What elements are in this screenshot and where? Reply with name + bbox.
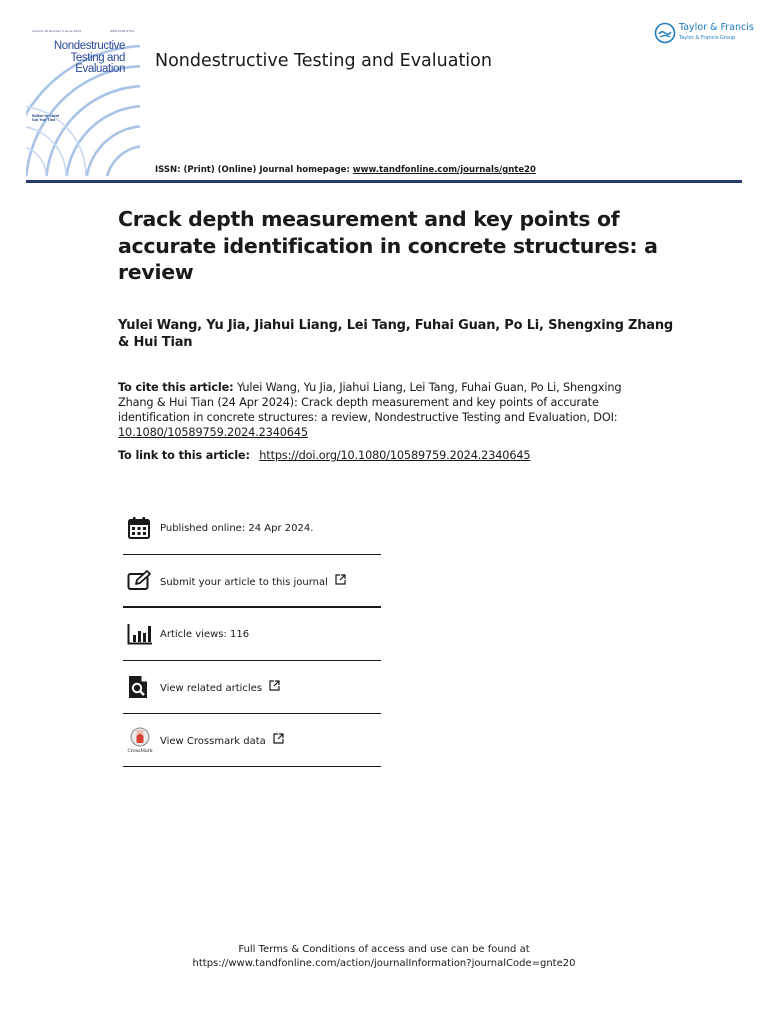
citation-block xyxy=(118,380,648,440)
article-link-line xyxy=(118,449,530,462)
article-info-list xyxy=(123,502,381,767)
issn-line xyxy=(155,165,536,175)
cite-label: To cite this article: xyxy=(118,381,234,394)
cover-issn: ISSN 1058-9759 xyxy=(109,29,134,33)
calendar-icon xyxy=(127,513,157,543)
submit-article-text: Submit your article to this journal xyxy=(160,576,328,588)
article-authors: Yulei Wang, Yu Jia, Jiahui Liang, Lei Tang, Fuhai Guan, Po Li, Shengxing Zhang & Hui Tian xyxy=(118,318,674,350)
crossmark-text: View Crossmark data xyxy=(160,736,266,747)
footer-terms-link[interactable]: https://www.tandfonline.com/action/journalInformation?journalCode=gnte20 xyxy=(192,958,576,969)
article-doi-link[interactable]: https://doi.org/10.1080/10589759.2024.2340645 xyxy=(259,449,531,462)
journal-homepage-link[interactable]: www.tandfonline.com/journals/gnte20 xyxy=(352,165,536,175)
terms-footer xyxy=(0,943,768,971)
related-articles-text: View related articles xyxy=(160,683,263,694)
cite-text: Yulei Wang, Yu Jia, Jiahui Liang, Lei Tang, Fuhai Guan, Po Li, Shengxing Zhang & Hui Tian (24 Apr 2024): Crack depth measurement and key points of accurate identification in concrete structures: a review, Nondestructive Testing and Evaluation, DOI: xyxy=(118,381,622,424)
issn-prefix: ISSN: (Print) (Online) Journal homepage: xyxy=(155,165,353,175)
bar-chart-icon xyxy=(127,619,157,649)
external-link-icon xyxy=(335,574,346,585)
cover-volume: Volume 39 Number 5 Issue 2024 xyxy=(32,29,82,33)
publisher-name: Taylor & Francis xyxy=(679,22,754,33)
crossmark-logo-text: CrossMark xyxy=(127,749,153,753)
article-title: Crack depth measurement and key points of accurate identification in concrete structures: a review xyxy=(118,207,658,284)
related-articles-item[interactable] xyxy=(123,661,381,714)
external-link-icon xyxy=(269,680,280,691)
cover-editors xyxy=(32,114,59,122)
cover-meta-line xyxy=(32,29,134,33)
publisher-logo-icon xyxy=(654,22,676,44)
published-online-label: Published online: 24 Apr 2024. xyxy=(160,522,314,534)
journal-name: Nondestructive Testing and Evaluation xyxy=(155,51,492,71)
cover-title xyxy=(54,41,125,76)
link-label: To link to this article: xyxy=(118,449,250,462)
publisher-logo[interactable] xyxy=(654,22,754,44)
header-divider xyxy=(26,180,742,183)
cover-editor-name: Gui Yun Tian xyxy=(32,118,56,122)
publisher-subtitle: Taylor & Francis Group xyxy=(679,35,736,41)
cover-title-line: Testing and xyxy=(70,51,125,64)
submit-article-label xyxy=(160,574,346,588)
cover-title-line: Evaluation xyxy=(75,63,125,75)
submit-article-item[interactable] xyxy=(123,555,381,608)
crossmark-item[interactable] xyxy=(123,714,381,767)
external-link-icon xyxy=(273,733,284,744)
related-articles-label xyxy=(160,680,280,694)
journal-cover xyxy=(26,26,140,176)
cover-title-line: Nondestructive xyxy=(53,40,125,52)
publisher-text xyxy=(679,23,754,43)
article-views-item xyxy=(123,608,381,661)
edit-icon xyxy=(127,566,157,596)
published-online-item xyxy=(123,502,381,555)
cover-editor-label: Editor-in-Chief xyxy=(32,114,59,118)
crossmark-icon xyxy=(127,725,157,755)
crossmark-label xyxy=(160,733,284,747)
document-search-icon xyxy=(127,672,157,702)
cite-doi-link[interactable]: 10.1080/10589759.2024.2340645 xyxy=(118,426,308,439)
article-views-label: Article views: 116 xyxy=(160,628,250,640)
footer-line-1: Full Terms & Conditions of access and use can be found at xyxy=(238,944,530,955)
